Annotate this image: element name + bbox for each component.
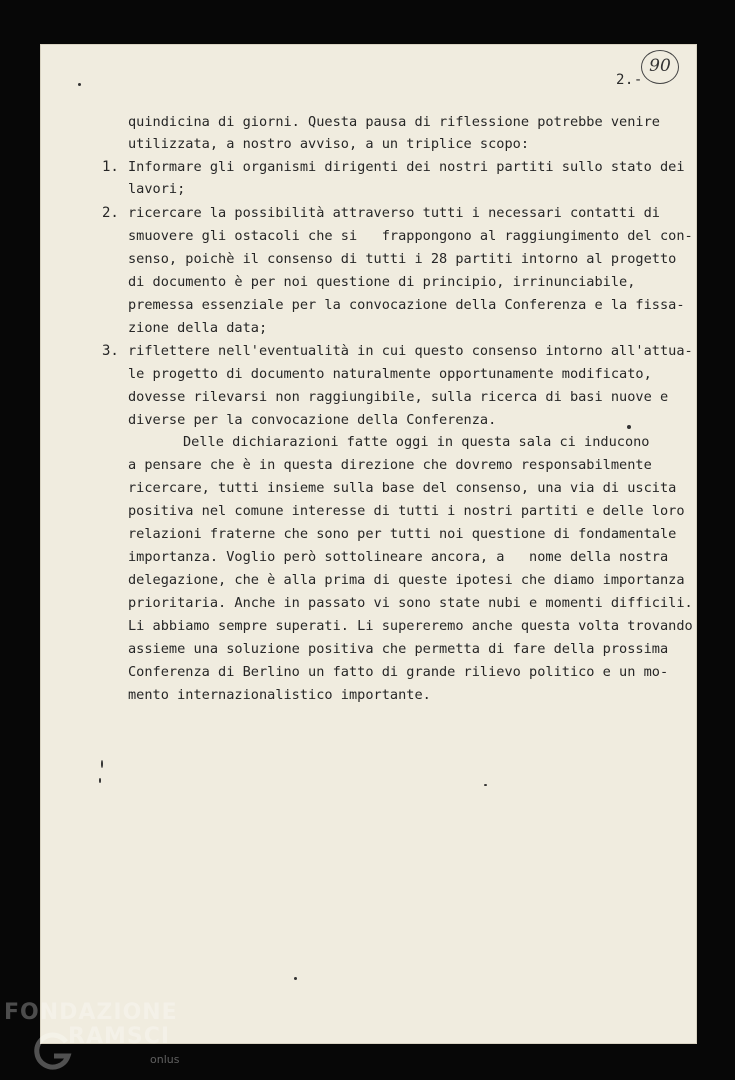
watermark-logo [4, 1000, 194, 1078]
text-line: smuovere gli ostacoli che si frappongono al raggiungimento del con- [128, 228, 693, 244]
text-line: zione della data; [128, 320, 268, 336]
text-line: a pensare che è in questa direzione che dovremo responsabilmente [128, 457, 652, 473]
watermark-title: FONDAZIONE [4, 1000, 178, 1025]
paper-speck [627, 425, 631, 429]
watermark-onlus: onlus [150, 1053, 180, 1066]
list-number: 3. [102, 343, 119, 359]
text-line: importanza. Voglio però sottolineare ancora, a nome della nostra [128, 549, 669, 565]
text-line: ricercare la possibilità attraverso tutti i necessari contatti di [128, 205, 660, 221]
paper-speck [99, 778, 101, 783]
page-number: 2.- [616, 72, 643, 88]
paper-speck [78, 83, 81, 86]
text-line: premessa essenziale per la convocazione della Conferenza e la fissa- [128, 297, 685, 313]
paper-speck [484, 784, 487, 786]
text-line: Delle dichiarazioni fatte oggi in questa sala ci inducono [183, 434, 650, 450]
watermark-subtitle: RAMSCI [68, 1024, 171, 1049]
list-number: 1. [102, 159, 119, 175]
text-line: senso, poichè il consenso di tutti i 28 partiti intorno al progetto [128, 251, 677, 267]
text-line: relazioni fraterne che sono per tutti noi questione di fondamentale [128, 526, 677, 542]
text-line: ricercare, tutti insieme sulla base del consenso, una via di uscita [128, 480, 677, 496]
text-line: quindicina di giorni. Questa pausa di riflessione potrebbe venire [128, 114, 660, 130]
text-line: assieme una soluzione positiva che permetta di fare della prossima [128, 641, 669, 657]
text-line: positiva nel comune interesse di tutti i nostri partiti e delle loro [128, 503, 685, 519]
text-line: di documento è per noi questione di principio, irrinunciabile, [128, 274, 636, 290]
text-line: dovesse rilevarsi non raggiungibile, sulla ricerca di basi nuove e [128, 389, 669, 405]
text-line: delegazione, che è alla prima di queste ipotesi che diamo importanza [128, 572, 685, 588]
list-number: 2. [102, 205, 119, 221]
text-line: riflettere nell'eventualità in cui questo consenso intorno all'attua- [128, 343, 693, 359]
text-line: lavori; [128, 181, 186, 197]
text-line: le progetto di documento naturalmente opportunamente modificato, [128, 366, 652, 382]
text-line: utilizzata, a nostro avviso, a un triplice scopo: [128, 136, 530, 152]
paper-speck [294, 977, 297, 980]
text-line: Conferenza di Berlino un fatto di grande rilievo politico e un mo- [128, 664, 669, 680]
text-line: mento internazionalistico importante. [128, 687, 431, 703]
text-line: Informare gli organismi dirigenti dei nostri partiti sullo stato dei [128, 159, 685, 175]
text-line: prioritaria. Anche in passato vi sono state nubi e momenti difficili. [128, 595, 693, 611]
text-line: Li abbiamo sempre superati. Li supereremo anche questa volta trovando [128, 618, 693, 634]
text-line: diverse per la convocazione della Conferenza. [128, 412, 497, 428]
archive-stamp: 90 [641, 50, 679, 84]
paper-speck [101, 760, 103, 768]
